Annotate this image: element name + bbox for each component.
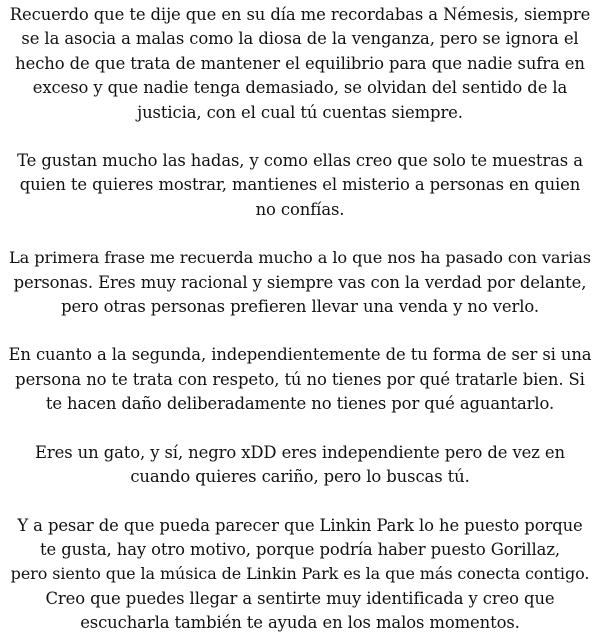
paragraph-segunda bbox=[8, 343, 592, 416]
text-line: Eres un gato, y sí, negro xDD eres independiente pero de vez en bbox=[35, 442, 565, 462]
text-line: En cuanto a la segunda, independientemente de tu forma de ser si una bbox=[8, 345, 592, 365]
text-line: escucharla también te ayuda en los malos momentos. bbox=[80, 613, 520, 633]
text-line: quien te quieres mostrar, mantienes el misterio a personas en quien bbox=[19, 175, 581, 195]
paragraph-linkin-park bbox=[8, 514, 592, 636]
text-line: se la asocia a malas como la diosa de la venganza, pero se ignora el bbox=[21, 29, 579, 49]
paragraph-gato bbox=[8, 441, 592, 490]
text-line: La primera frase me recuerda mucho a lo que nos ha pasado con varias bbox=[9, 248, 591, 268]
text-line: cuando quieres cariño, pero lo buscas tú. bbox=[130, 467, 470, 487]
text-line: Recuerdo que te dije que en su día me recordabas a Némesis, siempre bbox=[9, 5, 591, 24]
text-line: Y a pesar de que pueda parecer que Linkin Park lo he puesto porque bbox=[17, 515, 583, 535]
paragraph-primera-frase bbox=[8, 246, 592, 319]
text-line: Te gustan mucho las hadas, y como ellas creo que solo te muestras a bbox=[17, 151, 583, 171]
text-line: justicia, con el cual tú cuentas siempre. bbox=[137, 102, 463, 122]
text-line: persona no te trata con respeto, tú no tienes por qué tratarle bien. Si bbox=[15, 369, 585, 389]
text-line: te gusta, hay otro motivo, porque podría haber puesto Gorillaz, bbox=[40, 539, 560, 559]
text-line: pero otras personas prefieren llevar una venda y no verlo. bbox=[61, 297, 539, 317]
text-line: pero siento que la música de Linkin Park es la que más conecta contigo. bbox=[10, 564, 590, 584]
text-line: hecho de que trata de mantener el equilibrio para que nadie sufra en bbox=[15, 53, 585, 73]
text-line: personas. Eres muy racional y siempre vas con la verdad por delante, bbox=[13, 272, 587, 292]
paragraph-nemesis bbox=[8, 3, 592, 125]
text-line: no confías. bbox=[255, 199, 345, 219]
paragraph-hadas bbox=[8, 149, 592, 222]
text-line: Creo que puedes llegar a sentirte muy identificada y creo que bbox=[45, 588, 555, 608]
text-line: te hacen daño deliberadamente no tienes por qué aguantarlo. bbox=[45, 394, 555, 414]
text-line: exceso y que nadie tenga demasiado, se olvidan del sentido de la bbox=[32, 78, 568, 98]
